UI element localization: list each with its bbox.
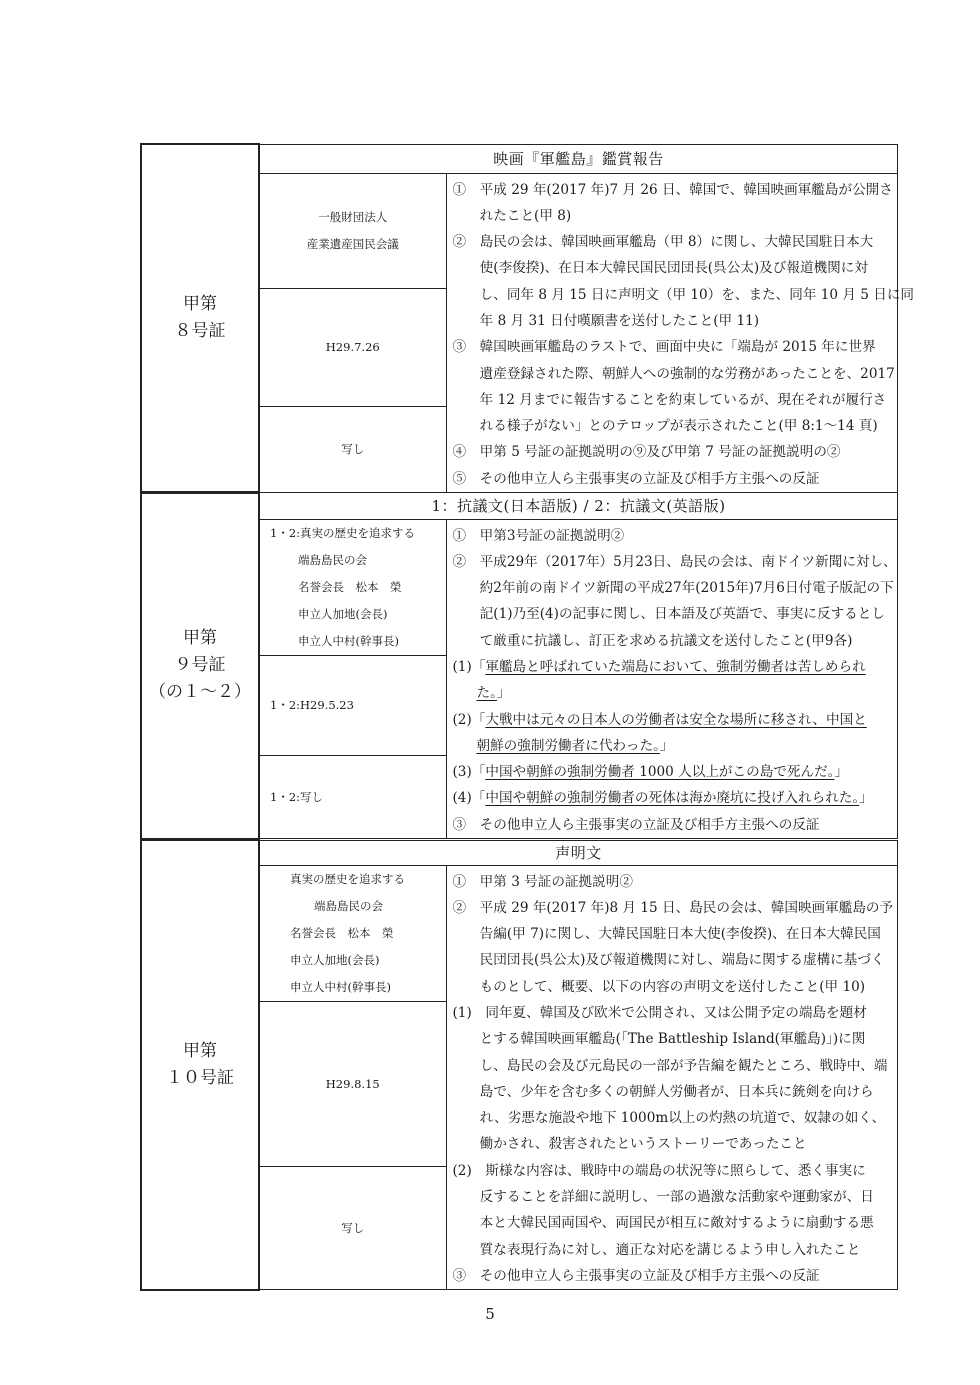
author-cell: 1・2:真実の歴史を追求する 端島島民の会 名誉会長 松本 榮 申立人加地(会長) 申立人中村(幹事長) xyxy=(259,519,446,655)
copy-type-cell: 写し xyxy=(259,406,446,493)
quote-2: (2)「大戦中は元々の日本人の労働者は安全な場所に移され、中国と xyxy=(452,711,867,728)
evidence-table-10 xyxy=(140,839,898,1288)
evidence-label: 甲第 １０号証 xyxy=(141,840,259,1290)
evidence-label: 甲第 ９号証 （の１～２） xyxy=(141,492,259,839)
page-number: 5 xyxy=(485,1305,495,1323)
author-cell: 一般財団法人 産業遺産国民会議 xyxy=(259,173,446,288)
quote-3: (3)「中国や朝鮮の強制労働者 1000 人以上がこの島で死んだ。」 xyxy=(452,764,849,781)
copy-type-cell: 写し xyxy=(259,1166,446,1290)
quote-1: (1)「軍艦島と呼ばれていた端島において、強制労働者は苦しめられ xyxy=(452,658,866,675)
date-cell: 1・2:H29.5.23 xyxy=(259,655,446,755)
document-title: 映画『軍艦島』鑑賞報告 xyxy=(259,144,898,173)
copy-type-cell: 1・2:写し xyxy=(259,755,446,839)
date-cell: H29.7.26 xyxy=(259,288,446,406)
quote-4: (4)「中国や朝鮮の強制労働者の死体は海か廃坑に投げ入れられた。」 xyxy=(452,790,873,807)
description-cell: ① 平成 29 年(2017 年)7 月 26 日、韓国で、韓国映画軍艦島が公開さ れたこと(甲 8) ② 島民の会は、韓国映画軍艦島（甲 8）に関し、大韓民国駐日本大 使(李俊揆)、在日本大韓民国民団団長(呉公太)及び報道機関に対 し、同年 8 月 15 日に声明文（甲 10）を、また、同年 10 月 5 日に同 年 8 月 31 日付嘆願書を送付したこと(甲 11) ③ 韓国映画軍艦島のラストで、画面中央に「端島が 2015 年に世界 遺産登録された際、朝鮮人への強制的な労務があったことを、2017 年 12 月までに報告することを約束しているが、現在それが履行さ れる様子がない」とのテロップが表示されたこと(甲 8:1～14 頁) ④ 甲第 5 号証の証拠説明の⑨及び甲第 7 号証の証拠説明の② ⑤ その他申立人ら主張事実の立証及び相手方主張への反証 xyxy=(446,173,898,493)
evidence-table-8 xyxy=(140,143,915,491)
evidence-table-9 xyxy=(140,491,898,839)
author-cell: 真実の歴史を追求する 端島島民の会 名誉会長 松本 榮 申立人加地(会長) 申立人中村(幹事長) xyxy=(259,865,446,1001)
evidence-label: 甲第 ８号証 xyxy=(141,144,259,493)
document-title: 声明文 xyxy=(259,840,898,865)
description-cell: ① 甲第 3 号証の証拠説明② ② 平成 29 年(2017 年)8 月 15 日、島民の会は、韓国映画軍艦島の予 告編(甲 7)に関し、大韓民国駐日本大使(李俊揆)、在日本大韓民国 民団団長(呉公太)及び報道機関に対し、端島に関する虚構に基づく ものとして、概要、以下の内容の声明文を送付したこと(甲 10) (1) 同年夏、韓国及び欧米で公開され、又は公開予定の端島を題材 とする韓国映画軍艦島(「The Battleship Island(軍艦島)」)に関 し、島民の会及び元島民の一部が予告編を観たところ、戦時中、端 島で、少年を含む多くの朝鮮人労働者が、日本兵に銃剣を向けら れ、劣悪な施設や地下 1000m以上の灼熱の坑道で、奴隷の如く、 働かされ、殺害されたというストーリーであったこと (2) 斯様な内容は、戦時中の端島の状況等に照らして、悉く事実に 反することを詳細に説明し、一部の過激な活動家や運動家が、日 本と大韓民国両国や、両国民が相互に敵対するように扇動する悪 質な表現行為に対し、適正な対応を講じるよう申し入れたこと ③ その他申立人ら主張事実の立証及び相手方主張への反証 xyxy=(446,865,898,1290)
document-title: 1：抗議文(日本語版) / 2：抗議文(英語版) xyxy=(259,492,898,519)
date-cell: H29.8.15 xyxy=(259,1001,446,1166)
description-cell: ① 甲第3号証の証拠説明② ② 平成29年（2017年）5月23日、島民の会は、南ドイツ新聞に対し、 約2年前の南ドイツ新聞の平成27年(2015年)7月6日付電子版記の下 記(1)乃至(4)の記事に関し、日本語及び英語で、事実に反するとし て厳重に抗議し、訂正を求める抗議文を送付したこと(甲9各) (1)「軍艦島と呼ばれていた端島において、強制労働者は苦しめられ た。」 (2)「大戦中は元々の日本人の労働者は安全な場所に移され、中国と 朝鮮の強制労働者に代わった。」 (3)「中国や朝鮮の強制労働者 1000 人以上がこの島で死んだ。」 (4)「中国や朝鮮の強制労働者の死体は海か廃坑に投げ入れられた。」 ③ その他申立人ら主張事実の立証及び相手方主張への反証 xyxy=(446,519,898,839)
